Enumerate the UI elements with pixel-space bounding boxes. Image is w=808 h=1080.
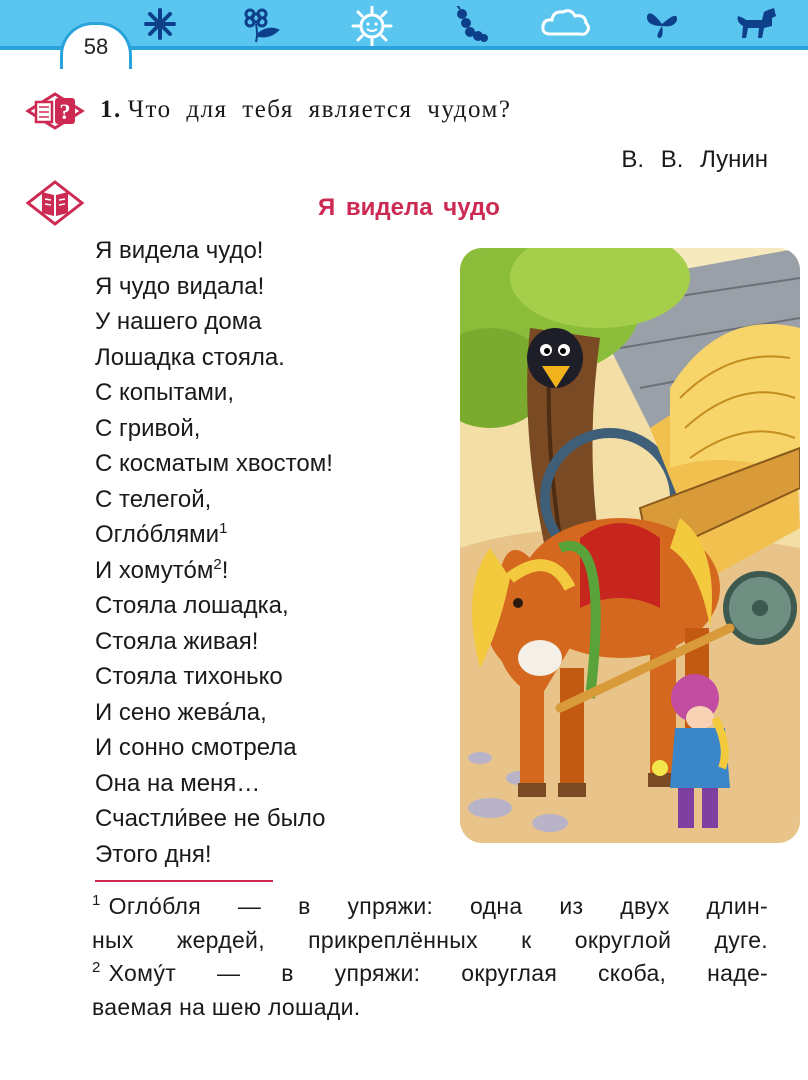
footnote-text: ваемая на шею лошади.	[92, 993, 361, 1020]
sun-icon	[350, 6, 394, 46]
footnote-1-line-2	[92, 924, 768, 958]
task-text: Что для тебя является чудом?	[127, 96, 512, 123]
flower-icon	[242, 6, 284, 44]
task-question	[100, 96, 511, 124]
poem-line: У нашего дома	[95, 308, 262, 335]
poem-line-text: Огло́блями	[95, 521, 220, 548]
star-icon	[140, 6, 180, 42]
poem-line: Я видела чудо!	[95, 237, 264, 264]
task-number: 1.	[100, 96, 122, 123]
svg-text:?: ?	[59, 99, 71, 124]
poem-line: Стояла тихонько	[95, 663, 283, 690]
poem-line: Стояла живая!	[95, 627, 259, 655]
poem-line-tail: !	[221, 556, 229, 584]
footnote-2-line-1	[92, 957, 768, 991]
cloud-icon	[540, 6, 592, 40]
poem-line: С косматым хвостом!	[95, 450, 333, 477]
footnote-ref: 1	[219, 520, 228, 537]
footnote-2-line-2	[92, 991, 768, 1025]
footnote-mark: 2	[92, 959, 101, 977]
caterpillar-icon	[452, 6, 488, 46]
poem-text	[95, 233, 333, 872]
open-book-icon	[22, 178, 88, 228]
poem-line: Я чудо видала!	[95, 272, 265, 300]
footnote-1-line-1	[92, 890, 768, 924]
horse-cart-illustration	[460, 248, 800, 843]
poem-title: Я видела чудо	[318, 194, 500, 221]
poem-illustration	[460, 248, 800, 843]
poem-line	[95, 553, 333, 589]
poem-line: Счастли́вее не было	[95, 805, 326, 832]
footnotes	[92, 890, 768, 1024]
footnote-text: Хому́т — в упряжи: округлая скоба, наде-	[108, 960, 768, 986]
poem-author: В. В. Лунин	[621, 146, 768, 173]
poem-line: И сено жева́ла,	[95, 698, 267, 726]
poem-line: Стояла лошадка,	[95, 592, 289, 619]
poem-line: Она на меня…	[95, 769, 261, 797]
poem-line: С копытами,	[95, 379, 235, 406]
poem-line	[95, 517, 333, 553]
question-book-icon	[22, 88, 88, 134]
footnote-divider	[95, 880, 273, 882]
footnote-ref: 2	[213, 555, 222, 573]
footnote-text: Огло́бля — в упряжи: одна из двух длин-	[108, 893, 768, 919]
poem-line: С телегой,	[95, 485, 212, 513]
footnote-text: ных жердей, прикреплённых к округлой дуге.	[92, 926, 768, 953]
poem-line-text: И хомуто́м	[95, 556, 214, 584]
butterfly-icon	[644, 6, 680, 42]
footnote-mark: 1	[92, 892, 101, 910]
poem-line: Лошадка стояла.	[95, 343, 285, 371]
poem-line: Этого дня!	[95, 840, 212, 868]
page-number: 58	[83, 34, 109, 59]
poem-line: И сонно смотрела	[95, 734, 297, 761]
horse-icon	[734, 6, 780, 46]
poem-line: С гривой,	[95, 414, 201, 442]
